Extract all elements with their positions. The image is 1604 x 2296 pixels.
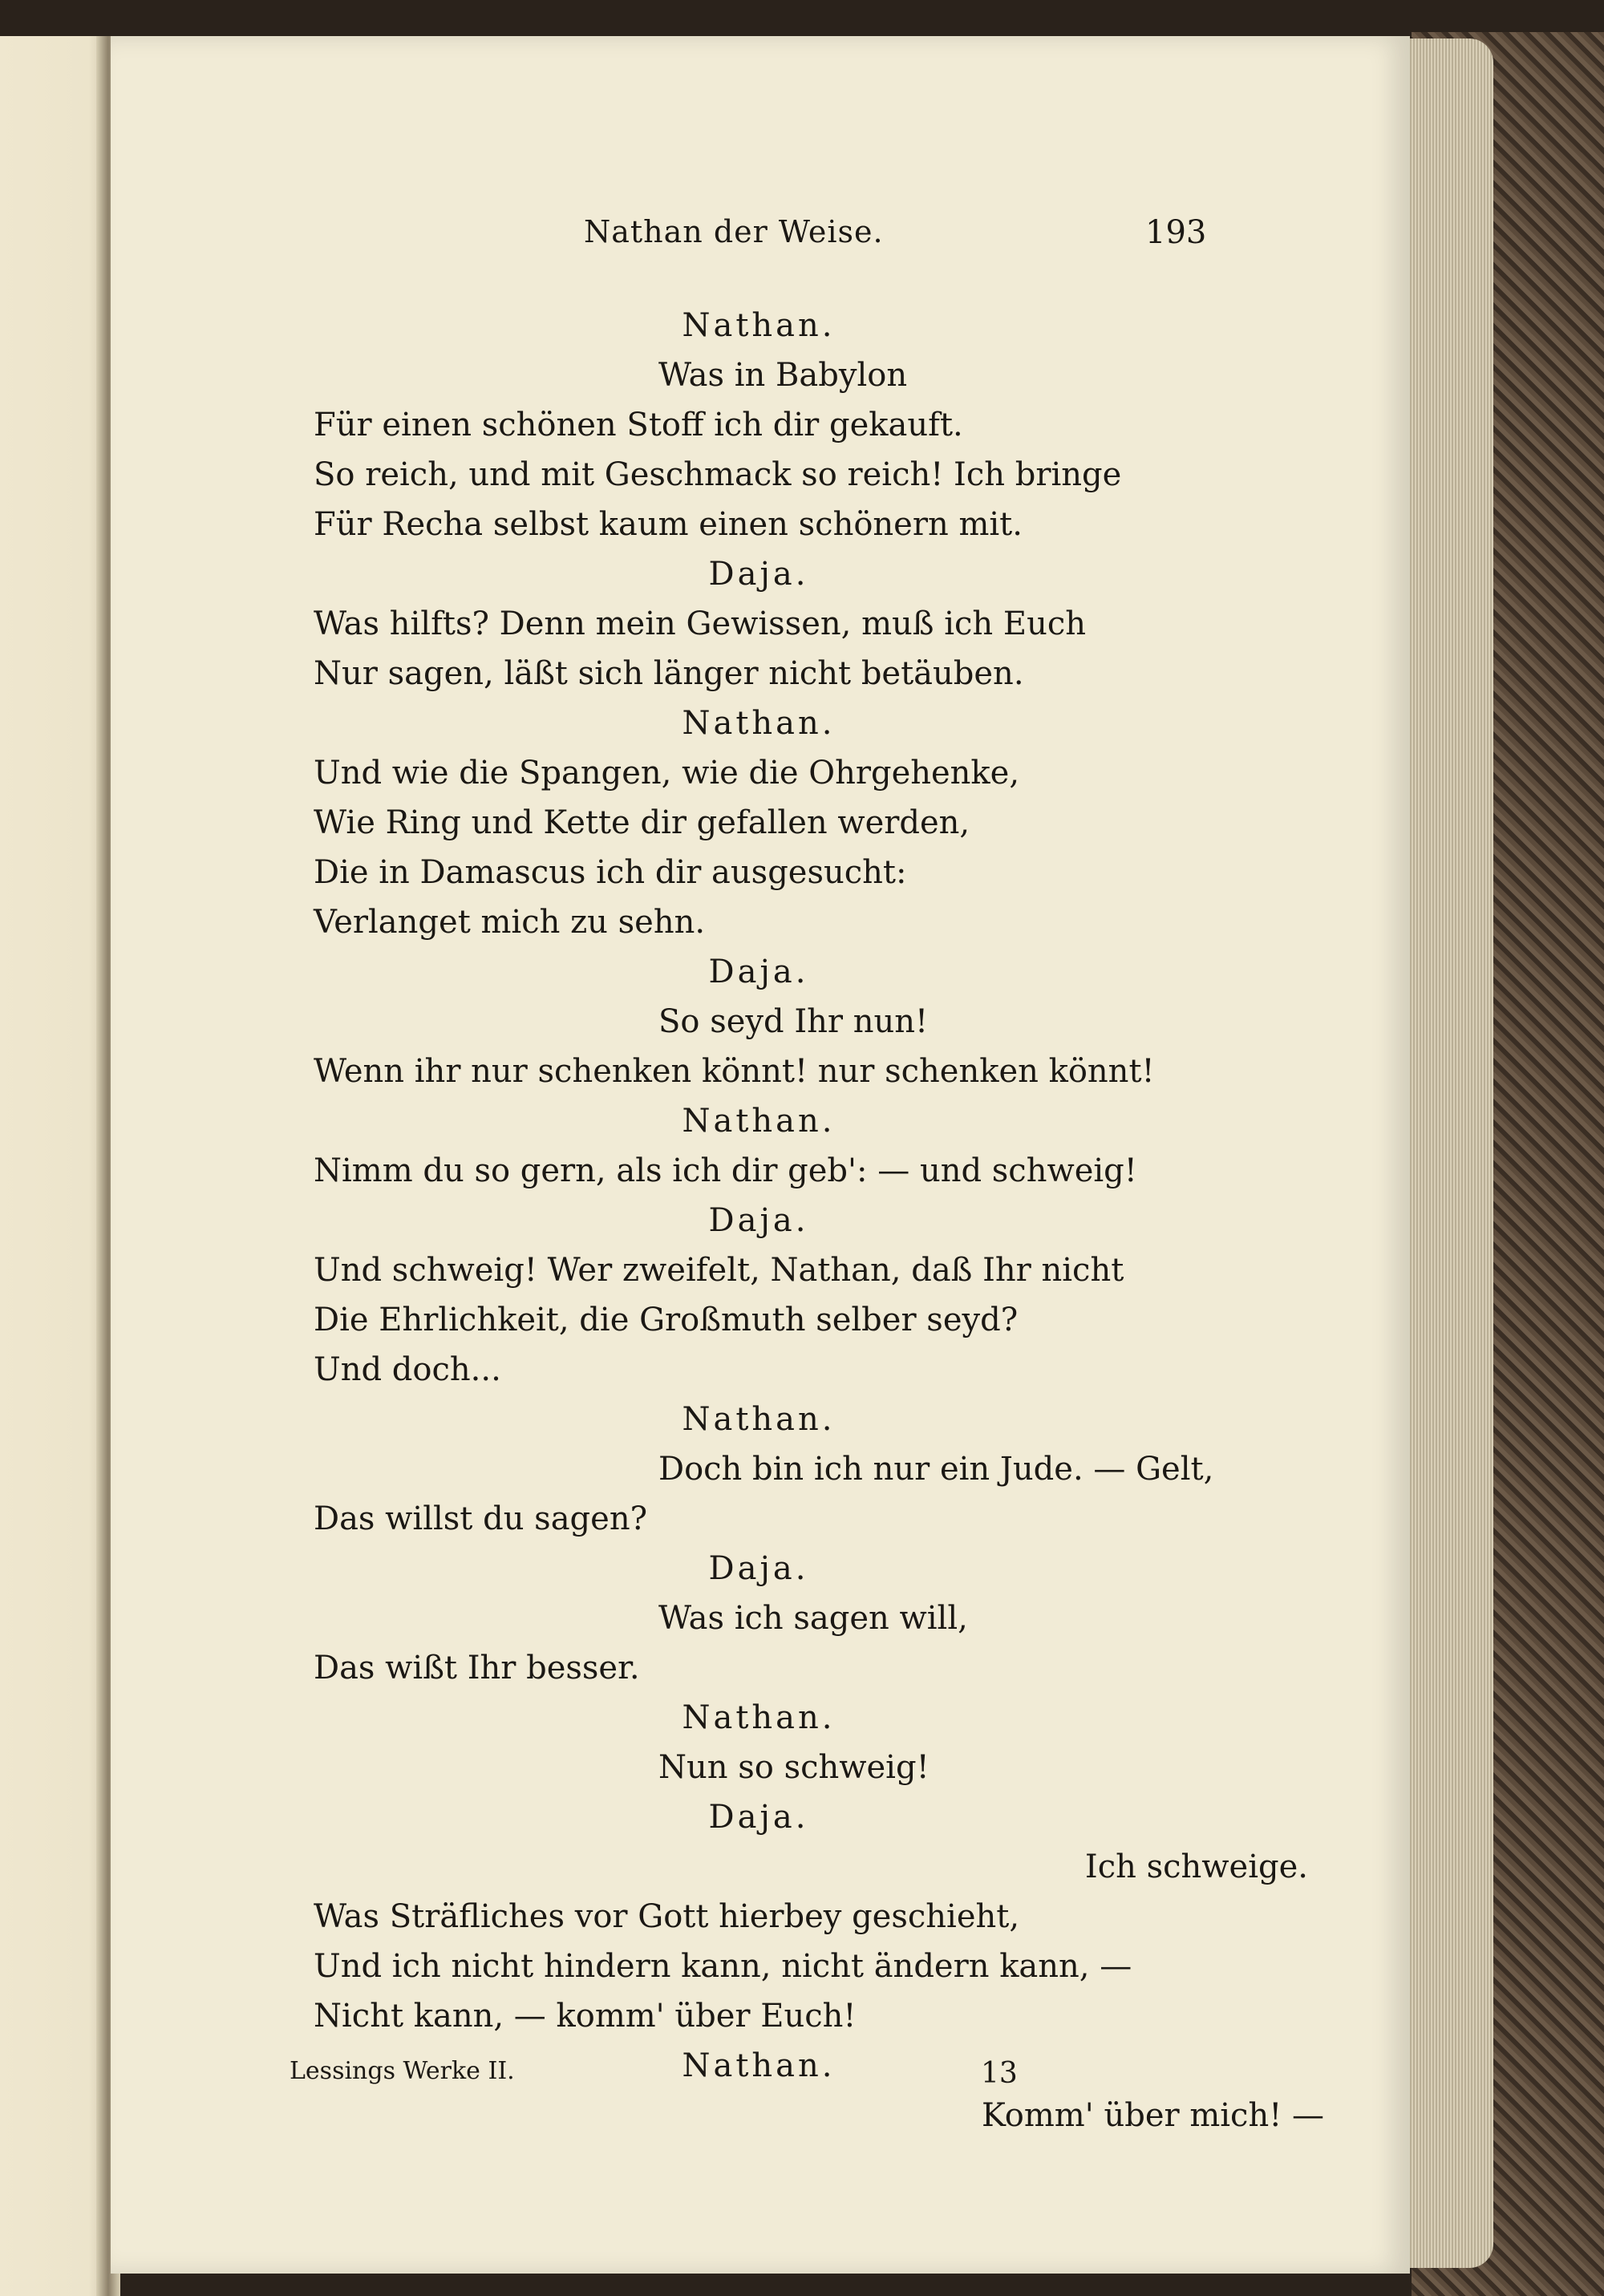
- speaker-name: Daja.: [708, 556, 809, 593]
- verse-line: Für Recha selbst kaum einen schönern mit.: [314, 506, 1023, 543]
- verse-line: Nun so schweig!: [658, 1749, 930, 1786]
- speaker-name: Nathan.: [682, 307, 836, 344]
- sheet-number: 13: [981, 2057, 1018, 2090]
- book-page: [111, 36, 1410, 2274]
- verse-line: Nimm du so gern, als ich dir geb': — und schweig!: [314, 1152, 1137, 1189]
- verse-line: Für einen schönen Stoff ich dir gekauft.: [314, 407, 963, 443]
- verse-line: Komm' über mich! —: [981, 2097, 1324, 2134]
- page-footer: [111, 2057, 1410, 2097]
- verse-line: Wenn ihr nur schenken könnt! nur schenken könnt!: [314, 1053, 1155, 1090]
- printer-signature: Lessings Werke II.: [290, 2057, 515, 2085]
- verse-line: Nicht kann, — komm' über Euch!: [314, 1998, 857, 2035]
- verse-line: Das wißt Ihr besser.: [314, 1650, 640, 1687]
- page-block-edge: [1405, 38, 1493, 2268]
- verse-line: Verlanget mich zu sehn.: [314, 904, 706, 941]
- speaker-name: Daja.: [708, 954, 809, 990]
- verse-line: Die Ehrlichkeit, die Großmuth selber seyd?: [314, 1302, 1019, 1338]
- page-number: 193: [1145, 214, 1207, 251]
- speaker-name: Nathan.: [682, 705, 836, 742]
- speaker-name: Daja.: [708, 1550, 809, 1587]
- verse-line: Wie Ring und Kette dir gefallen werden,: [314, 804, 970, 841]
- speaker-name: Nathan.: [682, 1103, 836, 1140]
- verse-line: Und wie die Spangen, wie die Ohrgehenke,: [314, 755, 1020, 792]
- verse-line: Das willst du sagen?: [314, 1500, 648, 1537]
- verse-line: So seyd Ihr nun!: [658, 1003, 929, 1040]
- verse-line: Und schweig! Wer zweifelt, Nathan, daß Ihr nicht: [314, 1252, 1124, 1289]
- speaker-name: Daja.: [708, 1799, 809, 1836]
- page-header: [111, 214, 1410, 254]
- verse-line: Was Sträfliches vor Gott hierbey geschieht,: [314, 1898, 1020, 1935]
- verse-line: Was ich sagen will,: [658, 1600, 968, 1637]
- speaker-name: Daja.: [708, 1202, 809, 1239]
- verse-line: Und doch...: [314, 1351, 501, 1388]
- verse-line: Doch bin ich nur ein Jude. — Gelt,: [658, 1451, 1214, 1488]
- verse-line: So reich, und mit Geschmack so reich! Ich bringe: [314, 456, 1122, 493]
- verse-line: Die in Damascus ich dir ausgesucht:: [314, 854, 907, 891]
- play-text: [314, 301, 1324, 2140]
- speaker-name: Nathan.: [682, 1401, 836, 1438]
- running-title: Nathan der Weise.: [584, 214, 884, 249]
- speaker-name: Nathan.: [682, 1699, 836, 1736]
- verse-line: Was hilfts? Denn mein Gewissen, muß ich Euch: [314, 605, 1086, 642]
- facing-page: [0, 36, 111, 2296]
- verse-line: Nur sagen, läßt sich länger nicht betäuben.: [314, 655, 1024, 692]
- speaker-name: Nathan.: [682, 2047, 836, 2084]
- verse-line: Ich schweige.: [1084, 1849, 1308, 1885]
- verse-line: Und ich nicht hindern kann, nicht ändern kann, —: [314, 1948, 1132, 1985]
- verse-line: Was in Babylon: [658, 357, 908, 394]
